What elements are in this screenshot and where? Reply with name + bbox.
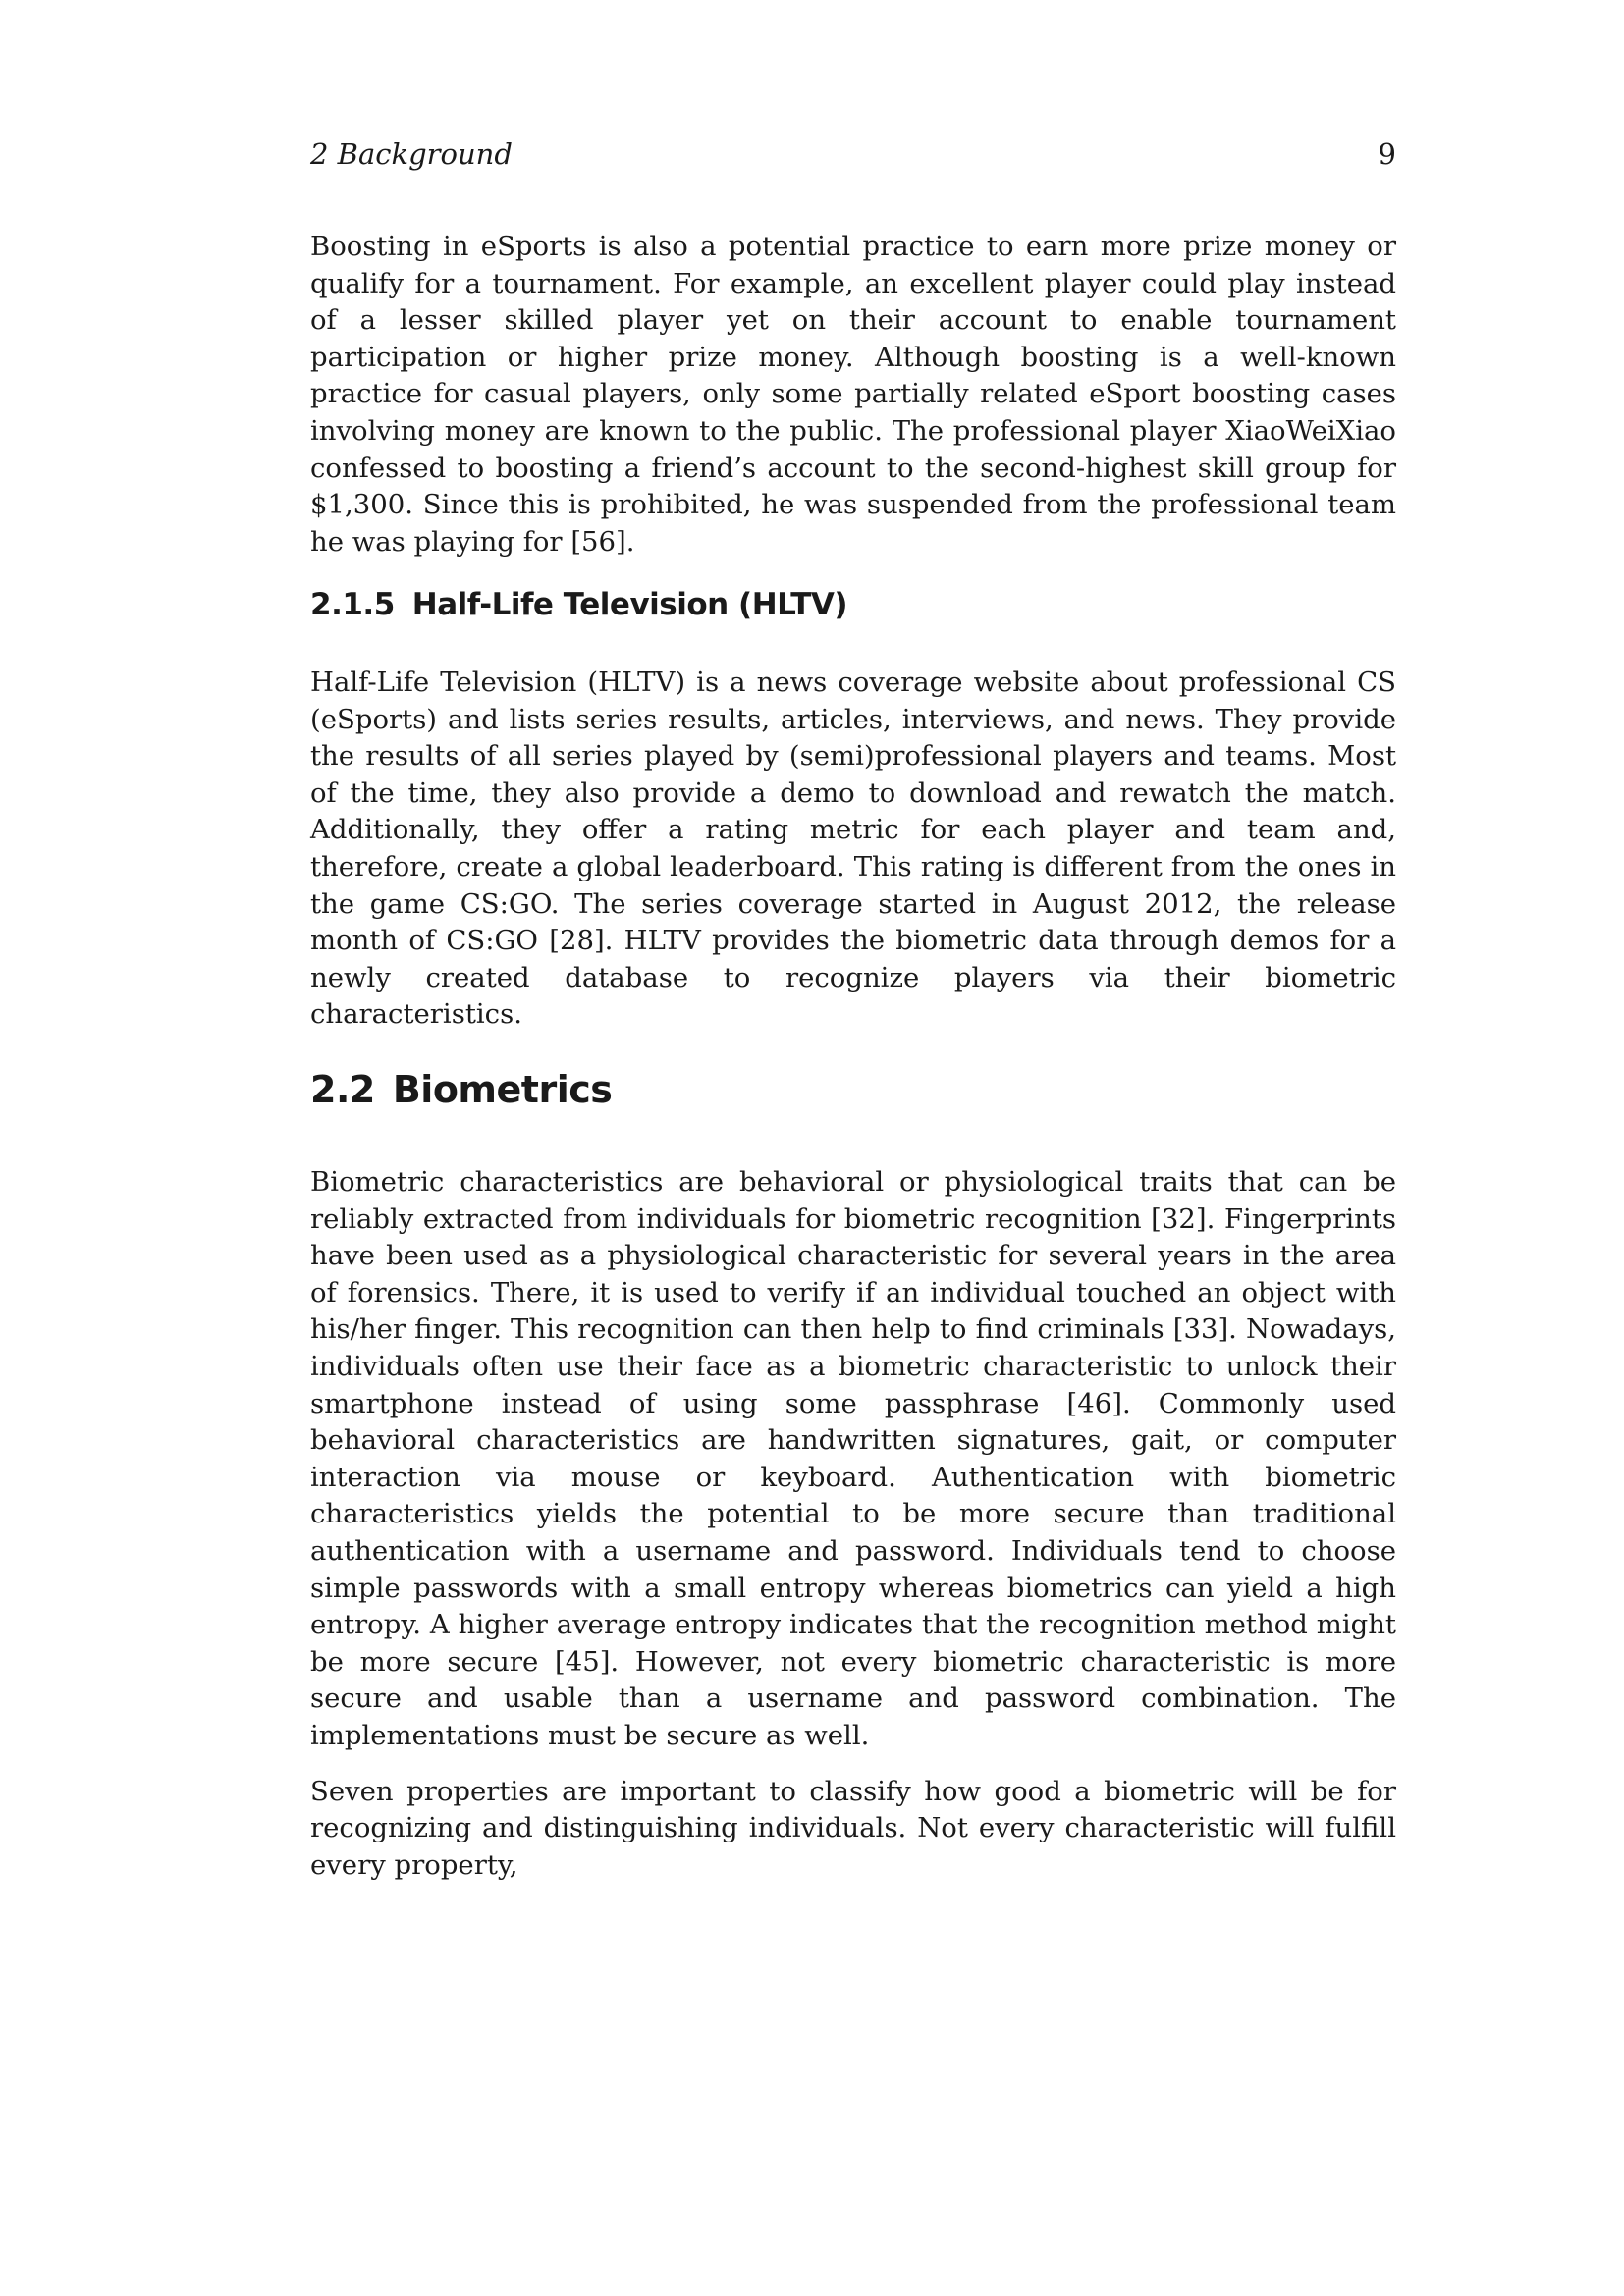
page-number: 9 — [1378, 137, 1396, 171]
boosting-block — [310, 229, 1396, 561]
paragraph-biometrics-2: Seven properties are important to classify how good a biometric will be for recognizing and distinguishing individuals. Not every characteristic will fulfill every property, — [310, 1775, 1396, 1881]
hltv-block — [310, 665, 1396, 1034]
running-header-chapter: 2 Background — [310, 137, 513, 171]
paragraph-hltv: Half-Life Television (HLTV) is a news coverage website about professional CS (eSports) and lists series results, articles, interviews, and news. They provide the results of all series played by (semi)professional players and teams. Most of the time, they also provide a demo to download and rewatch the match. Additionally, they offer a rating metric for each player and team and, therefore, create a global leaderboard. This rating is different from the ones in the game CS:GO. The series coverage started in August 2012, the release month of CS:GO [28]. HLTV provides the biometric data through demos for a newly created database to recognize players via their biometric characteristics. — [310, 667, 1396, 1031]
paragraph-biometrics-1: Biometric characteristics are behavioral or physiological traits that can be reliably extracted from individuals for biometric recognition [32]. Fingerprints have been used as a physiological characteristic for several years in the area of forensics. There, it is used to verify if an individual touched an object with his/her finger. This recognition can then help to find criminals [33]. Nowadays, individuals often use their face as a biometric characteristic to unlock their smartphone instead of using some passphrase [46]. Commonly used behavioral characteristics are handwritten signatures, gait, or computer interaction via mouse or keyboard. Authentication with biometric characteristics yields the potential to be more secure than traditional authentication with a username and password. Individuals tend to choose simple passwords with a small entropy whereas biometrics can yield a high entropy. A higher average entropy indicates that the recognition method might be more secure [45]. However, not every biometric characteristic is more secure and usable than a username and password combination. The implementations must be secure as well. — [310, 1166, 1396, 1751]
paragraph-boosting: Boosting in eSports is also a potential practice to earn more prize money or qualify for a tournament. For example, an excellent player could play instead of a lesser skilled player yet on their account to enable tournament participation or higher prize money. Although boosting is a well-known practice for casual players, only some partially related eSport boosting cases involving money are known to the public. The professional player XiaoWeiXiao confessed to boosting a friend’s account to the second-highest skill group for $1,300. Since this is prohibited, he was suspended from the professional team he was playing for [56]. — [310, 231, 1396, 558]
biometrics-block — [310, 1164, 1396, 1884]
subsection-number: 2.1.5 — [310, 587, 395, 622]
subsection-heading-hltv — [310, 583, 847, 626]
section-number: 2.2 — [310, 1068, 375, 1111]
subsection-title: Half-Life Television (HLTV) — [411, 587, 848, 622]
section-heading-biometrics — [310, 1063, 612, 1116]
running-header — [310, 135, 1396, 173]
section-title: Biometrics — [392, 1068, 613, 1111]
